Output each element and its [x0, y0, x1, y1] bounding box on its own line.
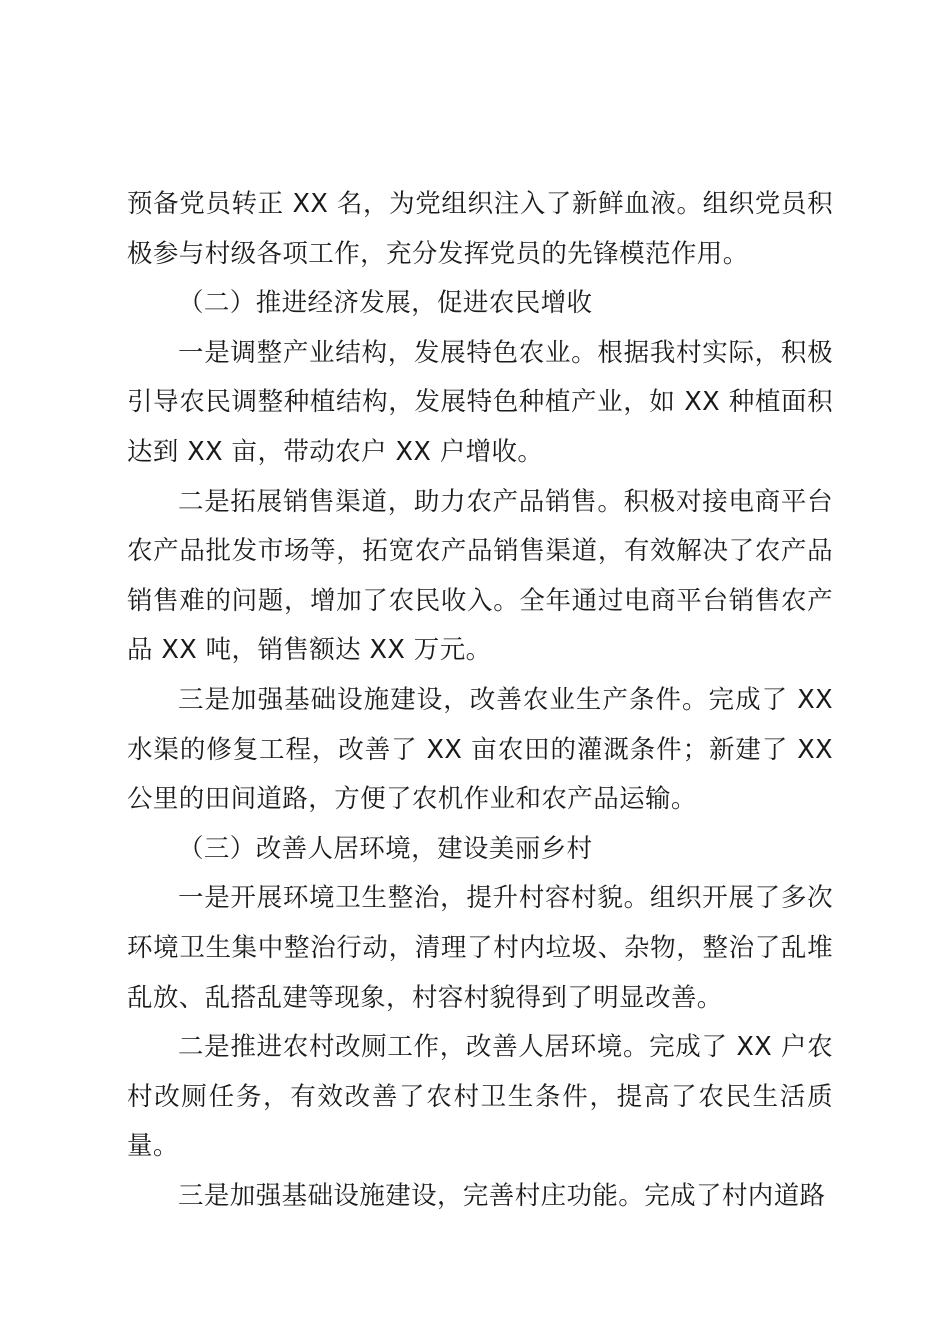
paragraph-industry-structure: 一是调整产业结构，发展特色农业。根据我村实际，积极引导农民调整种植结构，发展特色种植产业，如 XX 种植面积达到 XX 亩，带动农户 XX 户增收。	[127, 337, 833, 467]
paragraph-continuation: 预备党员转正 XX 名，为党组织注入了新鲜血液。组织党员积极参与村级各项工作，充分发挥党员的先锋模范作用。	[127, 189, 833, 269]
paragraph-village-infrastructure: 三是加强基础设施建设，完善村庄功能。完成了村内道路	[178, 1180, 826, 1211]
paragraph-sales-channels: 二是拓展销售渠道，助力农产品销售。积极对接电商平台农产品批发市场等，拓宽农产品销售渠道，有效解决了农产品销售难的问题，增加了农民收入。全年通过电商平台销售农产品 XX 吨，销售额达 XX 万元。	[127, 486, 833, 666]
paragraph-toilet-reform: 二是推进农村改厕工作，改善人居环境。完成了 XX 户农村改厕任务，有效改善了农村卫生条件，提高了农民生活质量。	[127, 1032, 833, 1162]
paragraph-agri-infrastructure: 三是加强基础设施建设，改善农业生产条件。完成了 XX 水渠的修复工程，改善了 XX 亩农田的灌溉条件；新建了 XX 公里的田间道路，方便了农机作业和农产品运输。	[127, 684, 833, 815]
section-heading-environment: （三）改善人居环境，建设美丽乡村	[178, 833, 593, 864]
paragraph-sanitation: 一是开展环境卫生整治，提升村容村貌。组织开展了多次环境卫生集中整治行动，清理了村内垃圾、杂物，整治了乱堆乱放、乱搭乱建等现象，村容村貌得到了明显改善。	[127, 883, 833, 1013]
document-body	[127, 180, 833, 1221]
section-heading-economy: （二）推进经济发展，促进农民增收	[178, 288, 593, 319]
